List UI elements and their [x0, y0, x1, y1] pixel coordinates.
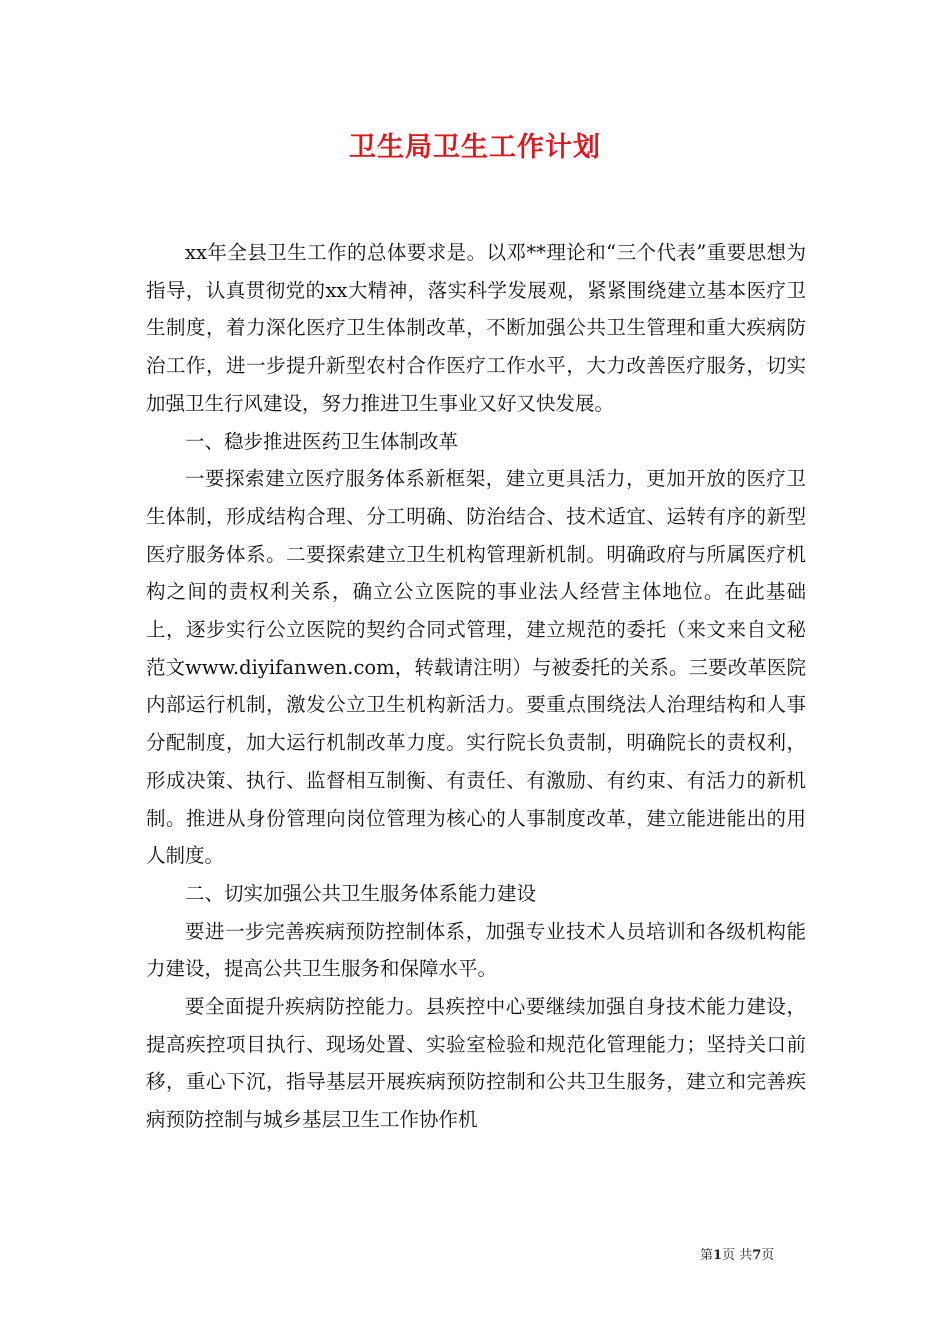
paragraph-section-2b: 要全面提升疾病防控能力。县疾控中心要继续加强自身技术能力建设，提高疾控项目执行、现场处置、实验室检验和规范化管理能力；坚持关口前移，重心下沉，指导基层开展疾病预防控制和公共卫生服务，建立和完善疾病预防控制与城乡基层卫生工作协作机	[146, 995, 806, 1132]
paragraph-intro: xx年全县卫生工作的总体要求是。以邓**理论和“三个代表”重要思想为指导，认真贯彻党的xx大精神，落实科学发展观，紧紧围绕建立基本医疗卫生制度，着力深化医疗卫生体制改革，不断加强公共卫生管理和重大疾病防治工作，进一步提升新型农村合作医疗工作水平，大力改善医疗服务，切实加强卫生行风建设，努力推进卫生事业又好又快发展。	[146, 241, 806, 415]
section-heading-2: 二、切实加强公共卫生服务体系能力建设	[185, 881, 537, 905]
page-title: 卫生局卫生工作计划	[349, 132, 601, 163]
page-number-footer	[700, 1247, 880, 1265]
total-page-count: 7	[752, 1248, 762, 1263]
footer-middle: 页 共	[722, 1248, 753, 1263]
section-heading-1: 一、稳步推进医药卫生体制改革	[185, 429, 459, 453]
footer-suffix: 页	[761, 1248, 775, 1263]
paragraph-section-2a: 要进一步完善疾病预防控制体系，加强专业技术人员培训和各级机构能力建设，提高公共卫生服务和保障水平。	[146, 919, 806, 981]
current-page-number: 1	[713, 1248, 723, 1263]
paragraph-section-1: 一要探索建立医疗服务体系新框架，建立更具活力，更加开放的医疗卫生体制，形成结构合理、分工明确、防治结合、技术适宜、运转有序的新型医疗服务体系。二要探索建立卫生机构管理新机制。明确政府与所属医疗机构之间的责权利关系，确立公立医院的事业法人经营主体地位。在此基础上，逐步实行公立医院的契约合同式管理，建立规范的委托（来文来自文秘范文www.diyifanwen.com，转载请注明）与被委托的关系。三要改革医院内部运行机制，激发公立卫生机构新活力。要重点围绕法人治理结构和人事分配制度，加大运行机制改革力度。实行院长负责制，明确院长的责权利，形成决策、执行、监督相互制衡、有责任、有激励、有约束、有活力的新机制。推进从身份管理向岗位管理为核心的人事制度改革，建立能进能出的用人制度。	[146, 467, 806, 868]
document-body	[146, 234, 806, 1139]
footer-prefix: 第	[700, 1248, 714, 1263]
